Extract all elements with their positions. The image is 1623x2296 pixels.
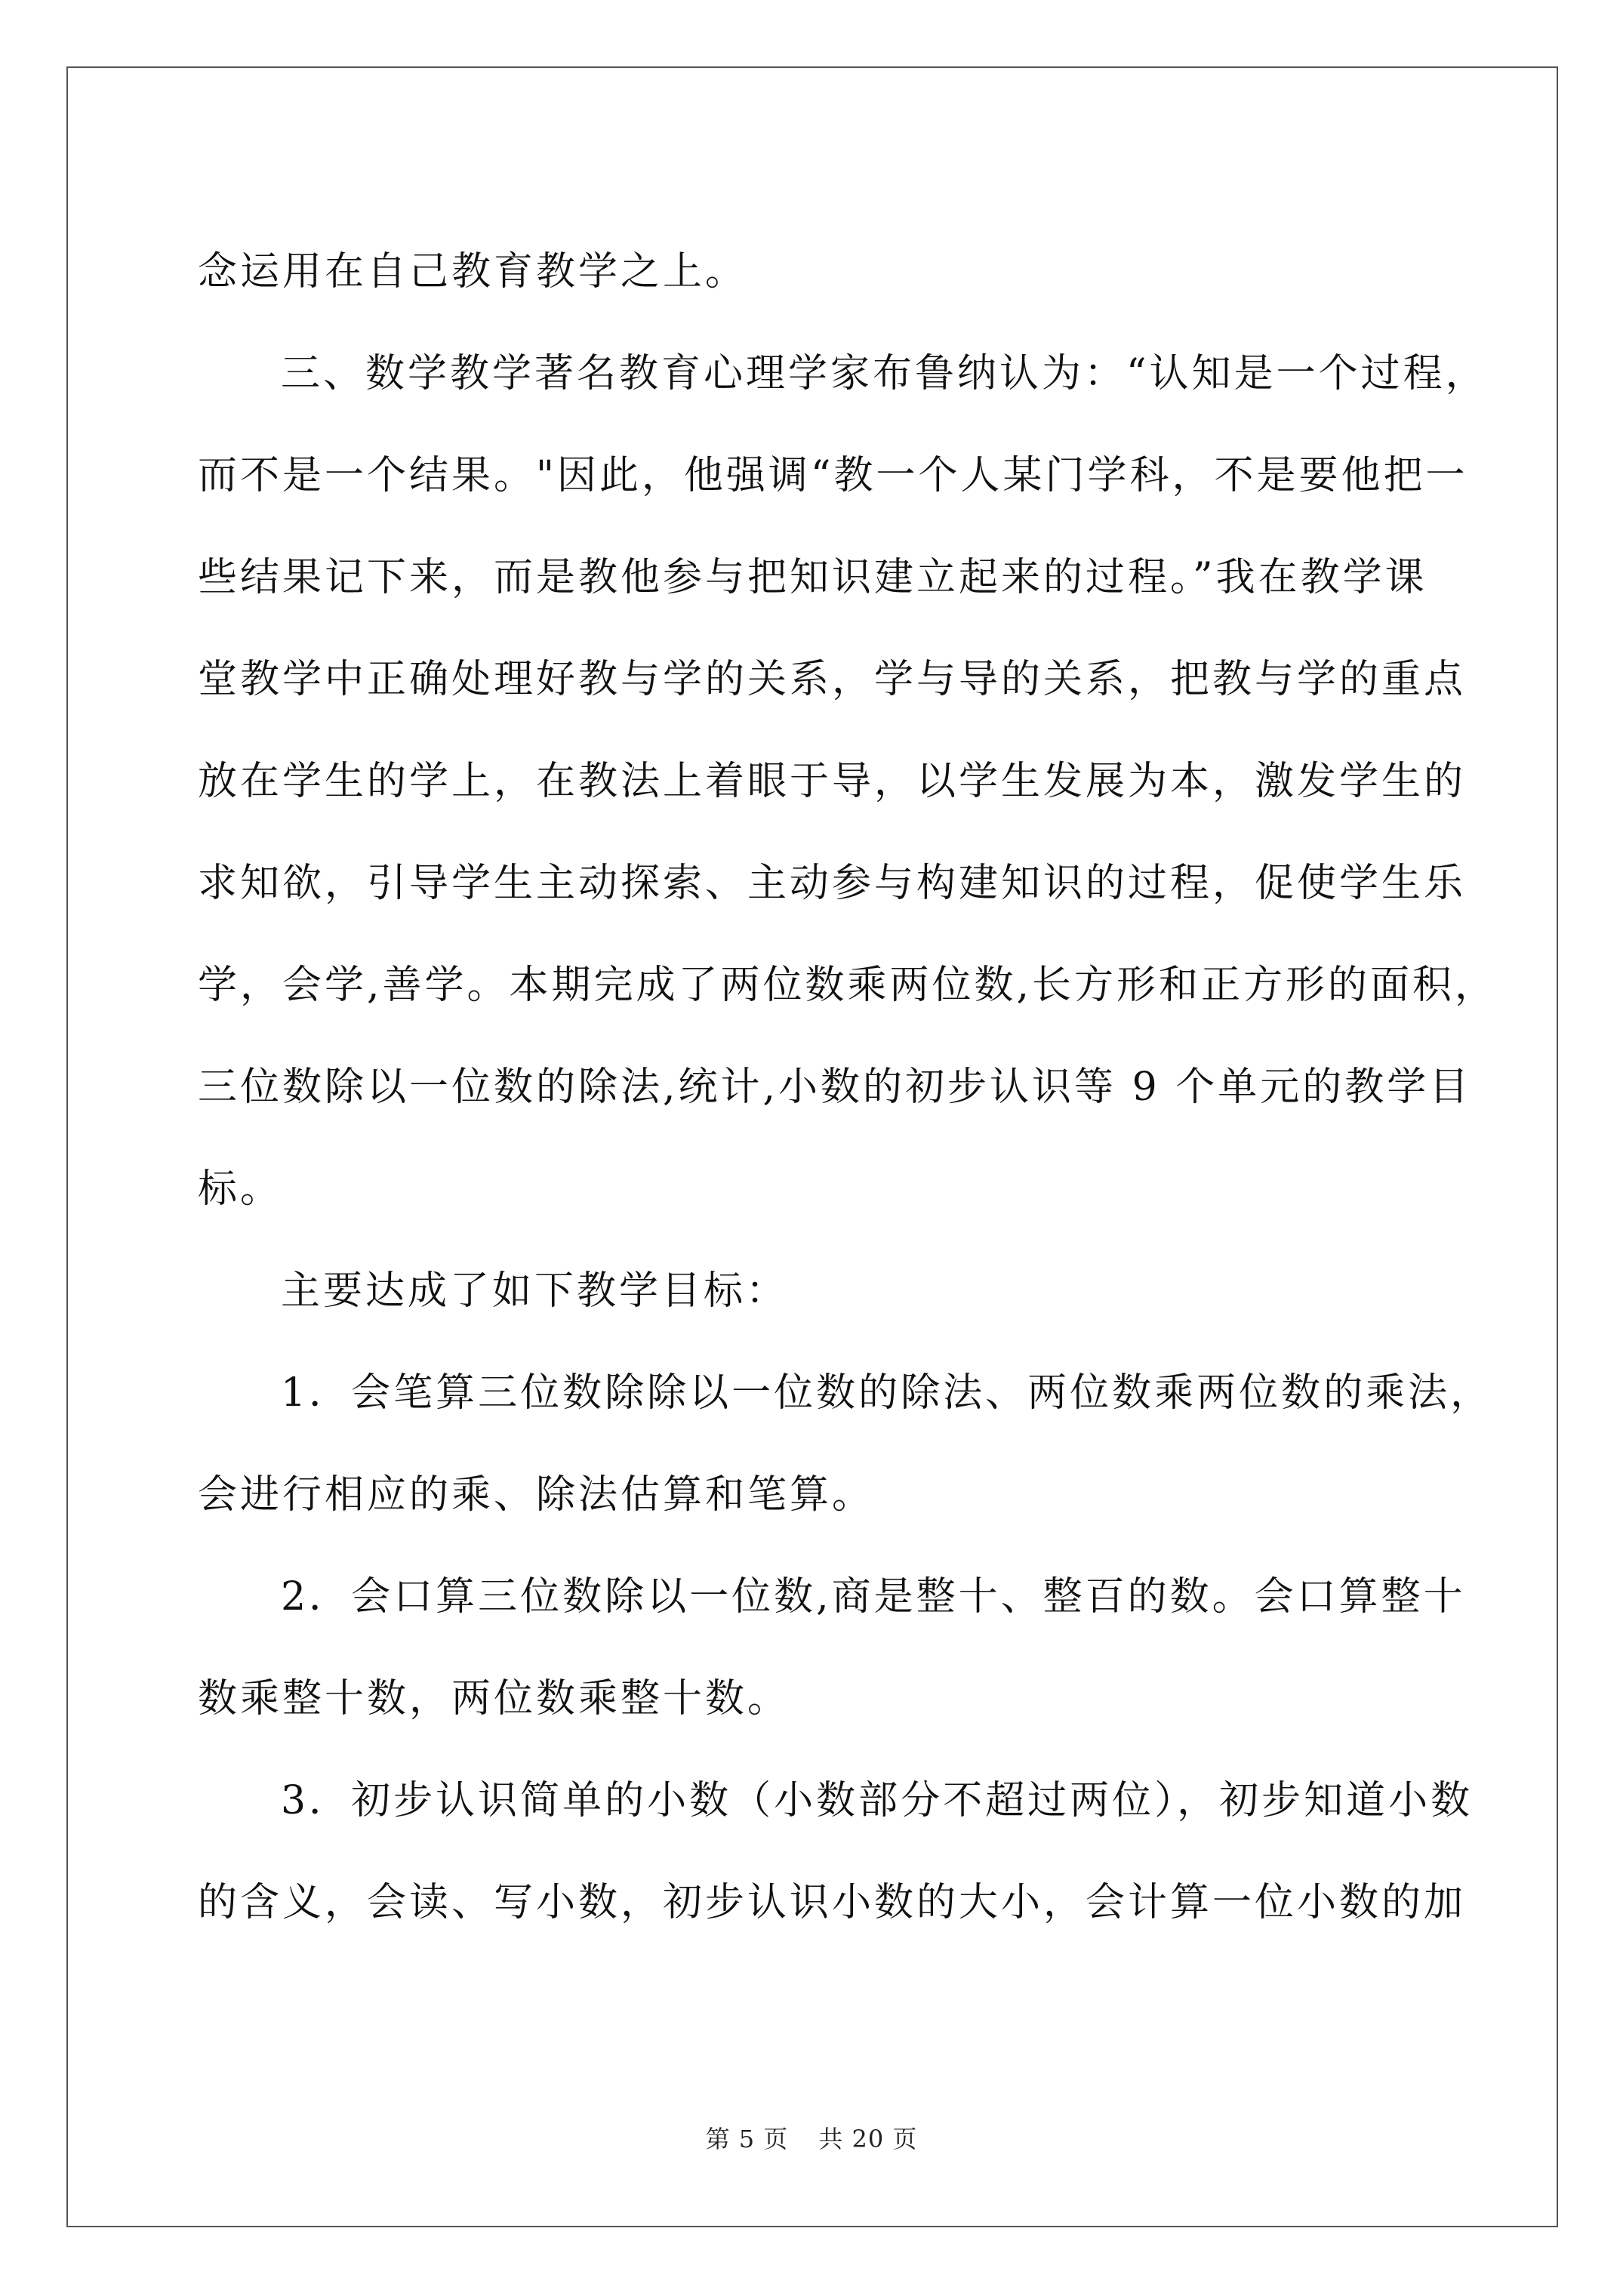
document-body bbox=[198, 221, 1498, 1954]
text-line: 会进行相应的乘、除法估算和笔算。 bbox=[198, 1472, 875, 1518]
page-total: 共 20 页 bbox=[818, 2125, 918, 2153]
text-line: 学，会学,善学。本期完成了两位数乘两位数,长方形和正方形的面积， bbox=[198, 963, 1498, 1008]
text-line: 三位数除以一位数的除法,统计,小数的初步认识等 9 个单元的教学目 bbox=[198, 1065, 1472, 1110]
text-line: 念运用在自己教育教学之上。 bbox=[198, 249, 748, 294]
text-line: 放在学生的学上，在教法上着眼于导，以学生发展为本，激发学生的 bbox=[198, 759, 1467, 804]
page-number: 第 5 页 bbox=[705, 2125, 789, 2153]
text-line: 三、数学教学著名教育心理学家布鲁纳认为：“认知是一个过程， bbox=[281, 351, 1488, 396]
page-footer bbox=[0, 2120, 1623, 2155]
text-line: 数乘整十数，两位数乘整十数。 bbox=[198, 1676, 790, 1721]
text-line: 些结果记下来，而是教他参与把知识建立起来的过程。”我在教学课 bbox=[198, 555, 1427, 600]
text-line: 主要达成了如下教学目标： bbox=[281, 1268, 789, 1314]
text-line: 堂教学中正确处理好教与学的关系，学与导的关系，把教与学的重点 bbox=[198, 657, 1467, 702]
text-line: 2．会口算三位数除以一位数,商是整十、整百的数。会口算整十 bbox=[281, 1574, 1466, 1620]
text-line: 标。 bbox=[198, 1166, 283, 1212]
text-line: 的含义，会读、写小数，初步认识小数的大小，会计算一位小数的加 bbox=[198, 1880, 1467, 1925]
text-line: 3．初步认识简单的小数（小数部分不超过两位），初步知道小数 bbox=[281, 1778, 1474, 1823]
text-line: 1．会笔算三位数除除以一位数的除法、两位数乘两位数的乘法， bbox=[281, 1370, 1493, 1416]
text-line: 求知欲，引导学生主动探索、主动参与构建知识的过程，促使学生乐 bbox=[198, 861, 1467, 906]
text-line: 而不是一个结果。"因此，他强调“教一个人某门学科，不是要他把一 bbox=[198, 453, 1468, 498]
